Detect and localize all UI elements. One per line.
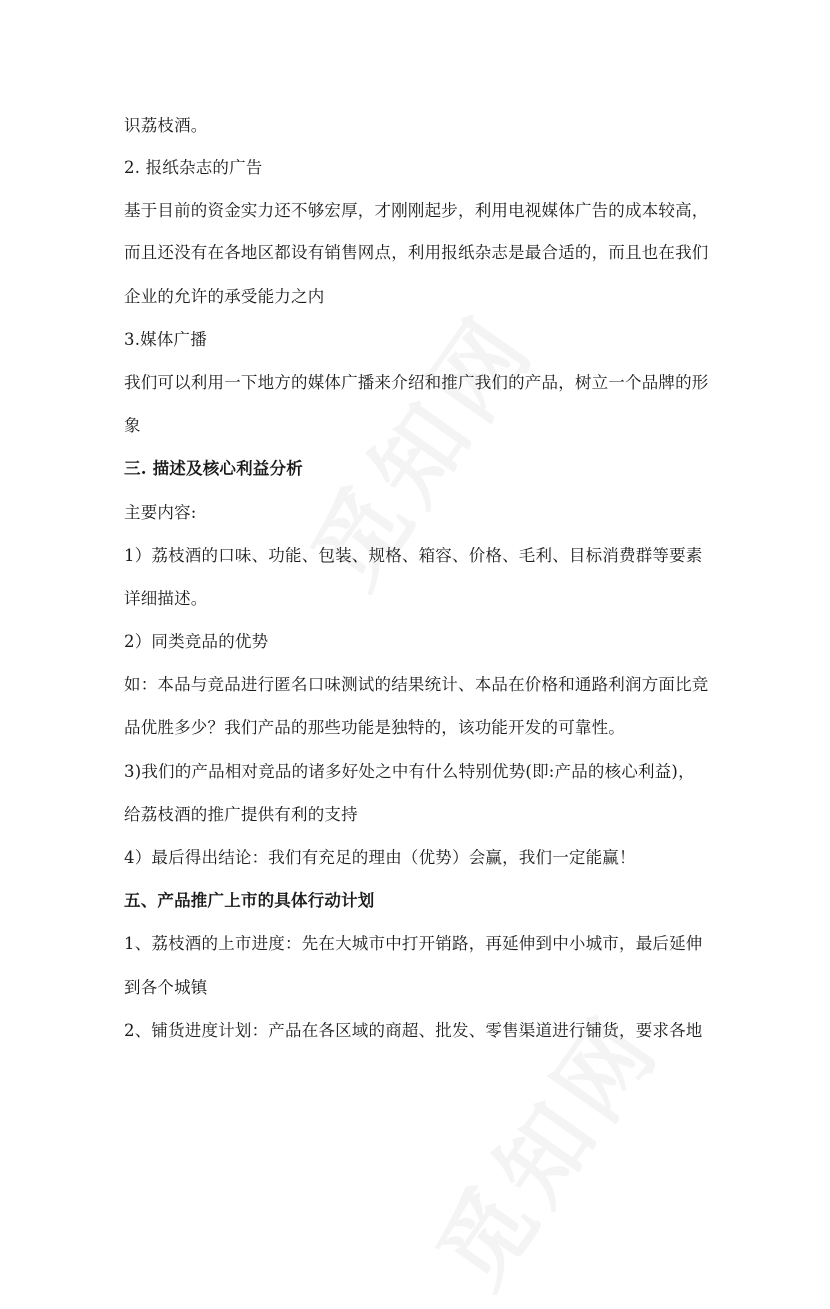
section-subheading: 3.媒体广播: [124, 330, 207, 349]
paragraph-line: 象: [124, 416, 141, 435]
paragraph-line: 主要内容:: [124, 503, 197, 522]
paragraph-line: 识荔枝酒。: [124, 116, 208, 135]
paragraph-line: 详细描述。: [124, 589, 208, 608]
list-item: 3)我们的产品相对竞品的诸多好处之中有什么特别优势(即:产品的核心利益)，: [124, 762, 695, 781]
paragraph-line: 我们可以利用一下地方的媒体广播来介绍和推广我们的产品，树立一个品牌的形: [124, 373, 709, 392]
paragraph-line: 企业的允许的承受能力之内: [124, 287, 325, 306]
section-heading: 五、产品推广上市的具体行动计划: [124, 891, 375, 910]
list-item: 2）同类竞品的优势: [124, 632, 269, 651]
paragraph-line: 给荔枝酒的推广提供有利的支持: [124, 805, 358, 824]
paragraph-line: 而且还没有在各地区都设有销售网点，利用报纸杂志是最合适的，而且也在我们: [124, 243, 709, 262]
paragraph-line: 如：本品与竞品进行匿名口味测试的结果统计、本品在价格和通路利润方面比竞: [124, 675, 709, 694]
paragraph-line: 基于目前的资金实力还不够宏厚，才刚刚起步，利用电视媒体广告的成本较高，: [124, 201, 709, 220]
section-subheading: 2. 报纸杂志的广告: [124, 158, 263, 177]
list-item: 1、荔枝酒的上市进度：先在大城市中打开销路，再延伸到中小城市，最后延伸: [124, 934, 703, 953]
list-item: 2、铺货进度计划：产品在各区域的商超、批发、零售渠道进行铺货，要求各地: [124, 1021, 703, 1040]
paragraph-line: 到各个城镇: [124, 978, 208, 997]
list-item: 4）最后得出结论：我们有充足的理由（优势）会赢，我们一定能赢！: [124, 848, 636, 867]
list-item: 1）荔枝酒的口味、功能、包装、规格、箱容、价格、毛利、目标消费群等要素: [124, 546, 703, 565]
section-heading: 三. 描述及核心利益分析: [124, 459, 303, 478]
paragraph-line: 品优胜多少？我们产品的那些功能是独特的，该功能开发的可靠性。: [124, 718, 625, 737]
